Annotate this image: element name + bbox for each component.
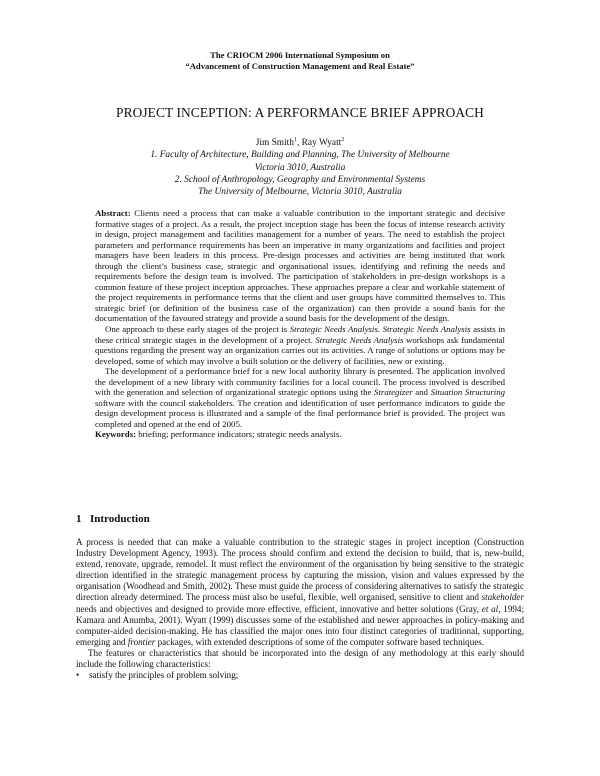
abstract-paragraph-1 (95, 208, 505, 324)
term-situation-structuring: Situation Structuring (430, 387, 506, 398)
abstract-text-3c: software with the council stakeholders. The creation and identification of user performance indicators to guide the design development process is illustrated and a sample of the final performance brief is provided. The project was completed and opened at the end of 2005. (95, 397, 505, 429)
author-1: Jim Smith (255, 138, 294, 149)
section-heading (76, 513, 150, 525)
paper-title: PROJECT INCEPTION: A PERFORMANCE BRIEF APPROACH (116, 105, 484, 120)
abstract-label: Abstract: (95, 208, 131, 218)
abstract-text-2a: One approach to these early stages of the project is (105, 324, 290, 335)
term-et-al: et al, (481, 603, 501, 614)
header-line-1: The CRIOCM 2006 International Symposium on (210, 50, 390, 60)
keywords-label: Keywords: (95, 429, 137, 440)
term-strategizer: Strategizer (374, 387, 413, 398)
abstract-paragraph-2 (95, 324, 505, 366)
section-title: Introduction (90, 513, 150, 525)
intro-text-1b: needs and objectives and designed to provide more effective, efficient, innovative and better solutions (Gray, (76, 603, 482, 614)
term-sna-2: Strategic Needs Analysis (382, 324, 471, 335)
intro-paragraph-2: The features or characteristics that should be incorporated into the design of any methodology at this early should include the following characteristics: (76, 647, 524, 670)
bullet-item (76, 670, 524, 681)
abstract-text-1: Clients need a process that can make a valuable contribution to the important strategic and decisive formative stages of a project. As a result, the project inception stage has been the focus of intense research activity in design, project management and facilities management for a number of years. The need to establish the project parameters and performance requirements has been an imperative in many organizations and facilities and project managers have been leaders in this process. Pre-design processes and activities are being instituted that work through the client’s business case, strategic and organisational issues, identifying and refining the needs and requirements before the design team is involved. The participation of stakeholders in pre-design workshops is a common feature of these project inception approaches. These approaches prepare a clear and workable statement of the project requirements in performance terms that the client and user groups have committed themselves to. This strategic brief (or definition of the business case of the organization) can then provide a sound basis for the documentation of the favoured strategy and provide a sound basis for the development of the design. (95, 208, 505, 324)
conference-header (0, 50, 600, 72)
author-2-affil-mark: 2 (341, 137, 345, 143)
abstract-paragraph-3 (95, 366, 505, 429)
bullet-icon: • (76, 670, 80, 681)
author-names (0, 134, 600, 149)
abstract-text-2b: . (377, 324, 383, 335)
keywords (95, 429, 505, 440)
abstract-text-3a: The development of a performance brief for a new local authority library is presented. The application involved the development of a new library with community facilities for a local council. The process involved is described with the generation and selection of organizational strategic options using the (95, 366, 505, 398)
keywords-text: briefing; performance indicators; strategic needs analysis. (136, 429, 342, 440)
author-block (0, 134, 600, 198)
header-line-2: “Advancement of Construction Management and Real Estate” (185, 61, 415, 71)
term-sna-3: Strategic Needs Analysis (315, 334, 404, 345)
intro-text-1c: 1994; Kamara and Anumba, 2001). Wyatt (1999) discusses some of the established and newer approaches in policy-making and computer-aided decision-making. He has classified the major ones into four distinct categories of traditional, supporting, emerging and (76, 603, 524, 647)
section-number: 1 (76, 513, 82, 525)
abstract (95, 208, 505, 440)
bullet-text: satisfy the principles of problem solving; (89, 670, 239, 681)
intro-paragraph-1 (76, 537, 524, 648)
affiliation-2-line-1: 2. School of Anthropology, Geography and Environmental Systems (174, 174, 426, 185)
abstract-text-3b: and (412, 387, 431, 398)
abstract-text-2d: workshops ask fundamental questions regarding the present way an organization carries out its activities. A range of solutions or options may be developed, some of which may involve a built solution or the delivery of facilities, new or existing. (95, 334, 506, 366)
author-1-affil-mark: 1 (293, 137, 297, 143)
intro-text-1d: packages, with extended descriptions of some of the computer software based techniques. (155, 636, 485, 647)
intro-text-1a: A process is needed that can make a valuable contribution to the strategic stages in project inception (Construction Industry Development Agency, 1993). The process should confirm and extend the decision to build, that is, new-build, extend, renovate, upgrade, remodel. It must reflect the environment of the organisation by being sensitive to the strategic direction identified in the strategic management process by capturing the mission, vision and values expressed by the organisation (Woodhead and Smith, 2002). These must guide the process of considering alternatives to satisfy the strategic direction already determined. The process must also be useful, flexible, well organised, sensitive to client and (76, 537, 524, 603)
author-2: , Ray Wyatt (296, 138, 342, 149)
affiliation-2-line-2: The University of Melbourne, Victoria 3010, Australia (198, 186, 402, 197)
introduction-body (76, 537, 524, 681)
affiliation-1-line-2: Victoria 3010, Australia (254, 162, 346, 173)
affiliation-1-line-1: 1. Faculty of Architecture, Building and Planning, The University of Melbourne (150, 150, 450, 161)
term-sna-1: Strategic Needs Analysis (289, 324, 378, 335)
abstract-text-2c: assists in these critical strategic stages in the development of a project. (95, 324, 506, 345)
term-frontier: frontier (127, 636, 156, 647)
term-stakeholder: stakeholder (481, 592, 524, 603)
